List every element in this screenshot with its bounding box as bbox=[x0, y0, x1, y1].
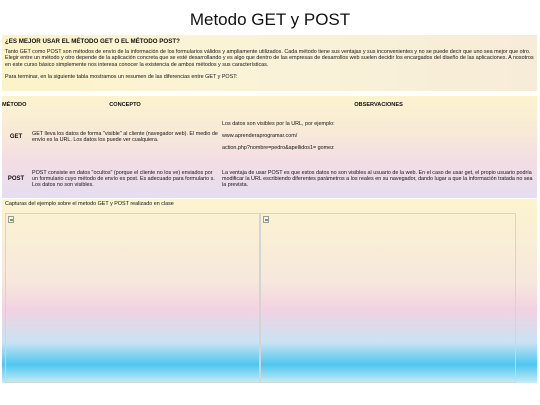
comparison-table-section bbox=[2, 96, 537, 198]
concept-post: POST consiste en datos "ocultos" (porque el cliente no los ve) enviados por un formulario cuyo método de envío es post. Es adecuado para formulario s. Los datos no son visibles. bbox=[32, 169, 215, 189]
example-url-path: action.php?nombre=pedro&apellidos1= gomez bbox=[222, 145, 334, 152]
page-title: Metodo GET y POST bbox=[189, 10, 351, 29]
capture-image-post bbox=[260, 213, 516, 383]
example-url-domain: www.aprenderaprogramar.com/ bbox=[222, 132, 298, 139]
broken-image-icon bbox=[263, 216, 269, 223]
capture-image-get bbox=[5, 213, 260, 383]
summary-paragraph: Para terminar, en la siguiente tabla mostramos un resumen de las diferencias entre GET y POST: bbox=[5, 73, 238, 80]
captures-caption: Capturas del ejemplo sobre el metodo GET y POST realizado en clase bbox=[5, 201, 174, 207]
table-row-post bbox=[2, 160, 537, 198]
header-method: MÉTODO bbox=[2, 102, 27, 108]
concept-get: GET lleva los datos de forma "visible" al cliente (navegador web). El medio de envío es la URL. Los datos los puede ver cualquiera. bbox=[32, 130, 218, 143]
comparison-table bbox=[2, 96, 537, 198]
section-heading: ¿ES MEJOR USAR EL MÉTODO GET O EL MÉTODO POST? bbox=[5, 38, 180, 45]
header-observations: OBSERVACIONES bbox=[354, 102, 403, 108]
observations-get bbox=[220, 114, 537, 160]
method-post: POST bbox=[7, 175, 25, 182]
table-row-get bbox=[2, 114, 537, 160]
broken-image-icon bbox=[8, 216, 14, 223]
captures-section bbox=[2, 199, 537, 383]
observations-post: La ventaja de usar POST es que estos datos no son visibles al usuario de la web. En el caso de usar get, el propio usuario podría modificar la URL escribiendo diferentes parámetros a los reales en su navegador, dando lugar a que la información tratada no sea la prevista. bbox=[222, 169, 533, 189]
intro-paragraph: Tanto GET como POST son métodos de envío de la información de los formularios válidos y ampliamente utilizados. Cada método tiene sus ventajas y sus inconvenientes y no se puede decir que uno sea mejor que otro. Elegir entre un método y otro depende de la aplicación concreta que se esté desarrollando y es algo que dentro de las empresas de desarrollos web suelen decidir los encargados del diseño de las aplicaciones. A nosotros en este curso básico simplemente nos interesa conocer la existencia de ambos métodos y sus características. bbox=[5, 49, 534, 68]
method-get: GET bbox=[9, 133, 23, 140]
table-header-row bbox=[2, 96, 537, 114]
observation-text: Los datos son visibles por la URL, por ejemplo: bbox=[222, 120, 335, 127]
header-concept: CONCEPTO bbox=[109, 102, 141, 108]
intro-section bbox=[2, 35, 537, 91]
